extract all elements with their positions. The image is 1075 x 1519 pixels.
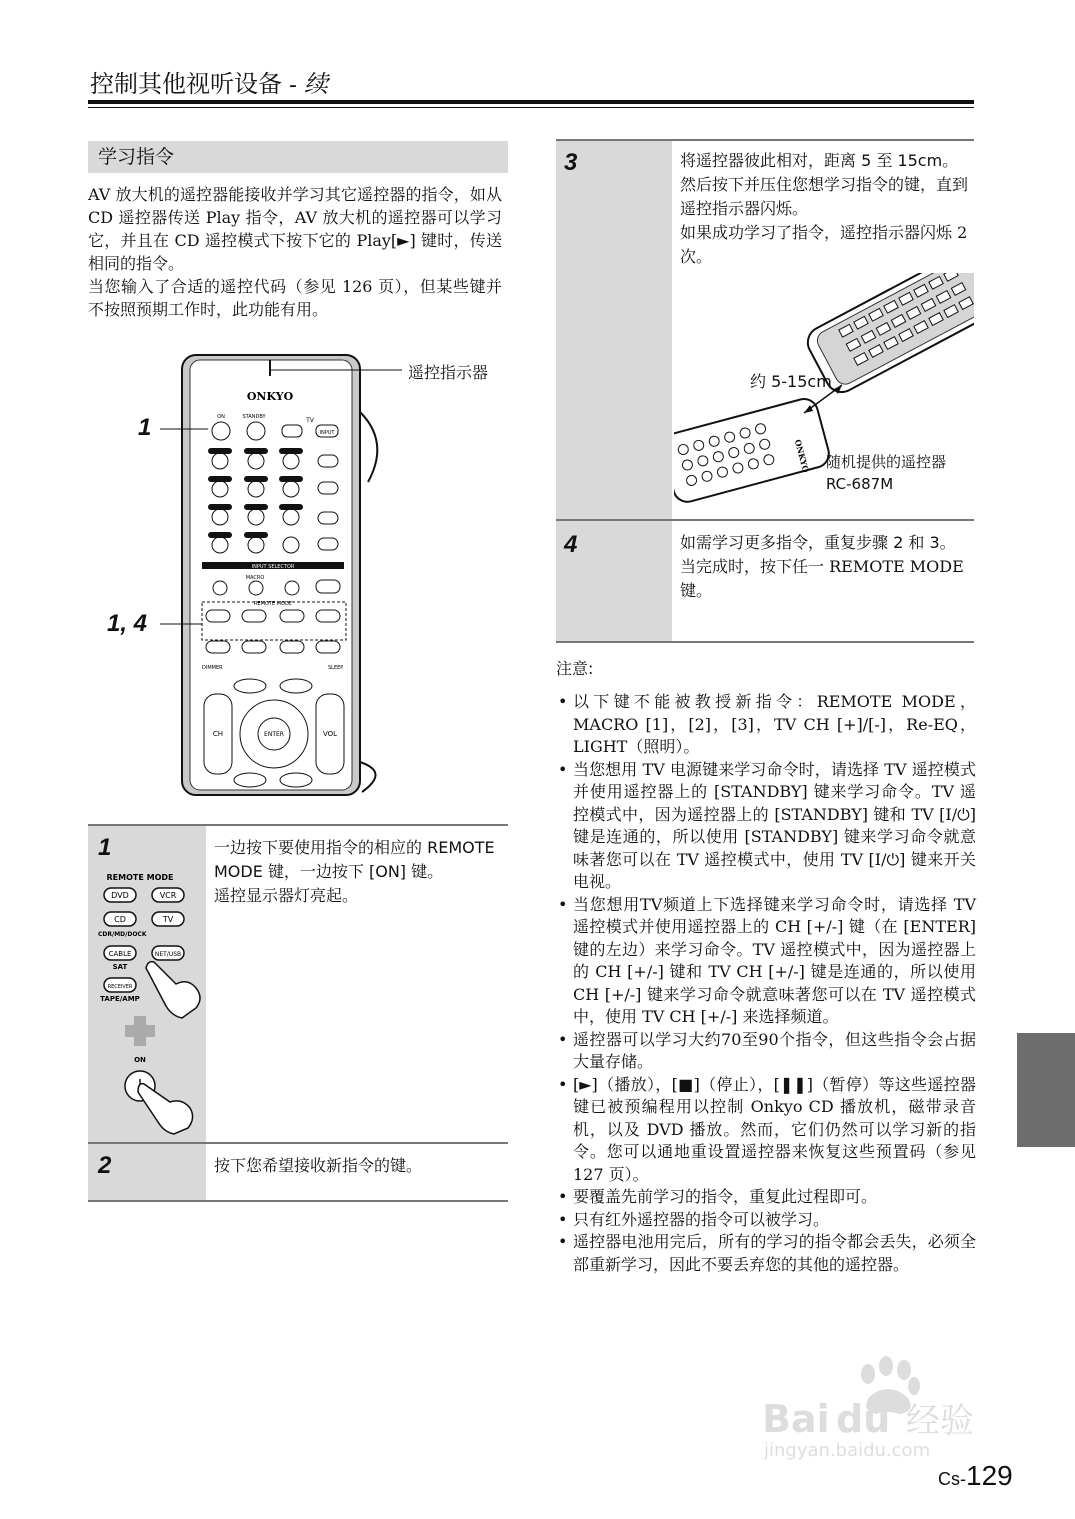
step-1-row [88, 824, 508, 1144]
step-3-text [680, 149, 968, 269]
title-text: 控制其他视听设备 [90, 70, 282, 98]
label-enter: ENTER [264, 731, 284, 738]
label-vol: VOL [322, 730, 338, 738]
s1-on: ON [134, 1056, 146, 1064]
label-macro: MACRO [245, 575, 265, 581]
step-3-number: 3 [564, 149, 578, 176]
s1-sat: SAT [112, 963, 128, 971]
header-rule-thin [88, 107, 974, 108]
step-1-result: 遥控显示器灯亮起。 [214, 886, 359, 905]
watermark [760, 1352, 1010, 1466]
label-on: ON [217, 414, 225, 420]
note-item: • 当您想用TV频道上下选择键来学习命令时，请选择 TV 遥控模式并使用遥控器上的 CH [+/-] 键（在 [ENTER] 键的左边）来学习命令。TV 遥控模式中，因为遥控器上的 CH [+/-] 键和 TV CH [+/-] 键是连通的，所以使用 CH [+/-] 键来学习命令就意味著您可以在 TV 遥控模式中，使用 TV CH [+/-] 来选择频道。 [556, 894, 976, 1029]
notes-section [556, 656, 976, 1276]
label-input-selector: INPUT SELECTOR [251, 564, 295, 570]
intro-paragraph-1: AV 放大机的遥控器能接收并学习其它遥控器的指令，如从 CD 遥控器传送 Play 指令，AV 放大机的遥控器可以学习它，并且在 CD 遥控模式下按下它的 Play[►] 键时，传送相同的指令。 [88, 185, 502, 273]
note-item: • [►]（播放），[■]（停止），[❚❚]（暂停）等这些遥控器键已被预编程用以控制 Onkyo CD 播放机，磁带录音机，以及 DVD 播放。然而，它们仍然可以学习新的指令。您可以通地重设置遥控器来恢复这些预置码（参见 127 页）。 [556, 1074, 976, 1187]
notes-title: 注意: [556, 659, 594, 678]
watermark-url: jingyan.baidu.com [764, 1440, 931, 1461]
step-1-number: 1 [98, 834, 112, 861]
supplied-remote-label [826, 451, 946, 495]
s1-receiver: RECEIVER [107, 984, 133, 990]
callout-1: 1 [138, 414, 152, 441]
page-title [90, 64, 328, 99]
label-input: INPUT [319, 430, 335, 436]
label-ch: CH [212, 730, 224, 738]
note-item: • 遥控器电池用完后，所有的学习的指令都会丢失，必须全部重新学习，因此不要丢弃您的其他的遥控器。 [556, 1231, 976, 1276]
callout-1-4: 1, 4 [107, 610, 148, 637]
step-2-number: 2 [98, 1152, 112, 1179]
svg-text:ONKYO: ONKYO [792, 438, 812, 474]
step-4-instruction: 如需学习更多指令，重复步骤 2 和 3。 [680, 533, 956, 552]
s1-net: NET/USB [154, 951, 182, 958]
s1-tv: TV [162, 915, 174, 924]
title-separator: - [282, 73, 304, 98]
label-tv: TV [306, 417, 314, 424]
title-continued: 续 [303, 70, 328, 98]
step-2-instruction: 按下您希望接收新指令的键。 [214, 1156, 423, 1175]
watermark-bai: Bai [762, 1397, 830, 1441]
step-3-instruction: 将遥控器彼此相对，距离 5 至 15cm。 然后按下并压住您想学习指令的键，直到遥控指示器闪烁。 [680, 151, 969, 218]
step-4-text [680, 531, 968, 603]
step-1-instruction: 一边按下要使用指令的相应的 REMOTE MODE 键，一边按下 [ON] 键。 [214, 838, 495, 881]
s1-cd: CD [114, 915, 126, 924]
page-prefix: Cs- [938, 1469, 966, 1489]
step-4-number: 4 [564, 531, 578, 558]
label-standby: STANDBY [242, 414, 266, 420]
indicator-label: 遥控指示器 [408, 363, 489, 382]
distance-label: 约 5-15cm [750, 372, 832, 391]
step-4-row [556, 519, 974, 643]
label-remote-mode: REMOTE MODE [254, 601, 292, 607]
note-item: • 只有红外遥控器的指令可以被学习。 [556, 1209, 976, 1232]
s1-tapeamp: TAPE/AMP [100, 995, 140, 1003]
header-rule [88, 100, 974, 104]
s1-vcr: VCR [159, 891, 177, 900]
intro-paragraph-2: 当您输入了合适的遥控代码（参见 126 页），但某些键并不按照预期工作时，此功能有用。 [88, 277, 502, 319]
step-4-result: 当完成时，按下任一 REMOTE MODE 键。 [680, 557, 964, 600]
note-item: • 要覆盖先前学习的指令，重复此过程即可。 [556, 1186, 976, 1209]
remote-figure [90, 352, 510, 802]
step-2-text [214, 1154, 500, 1178]
step-1-text [214, 836, 500, 908]
step-3-row [556, 139, 974, 521]
notes-list [556, 691, 976, 1276]
s1-cable: CABLE [108, 950, 132, 958]
watermark-logo [760, 1352, 1010, 1462]
page-number [938, 1460, 1013, 1492]
supplied-remote-line1: 随机提供的遥控器 [826, 453, 947, 471]
note-item: • 以下键不能被教授新指令：REMOTE MODE，MACRO [1]，[2]，[3]，TV CH [+]/[-]，Re-EQ，LIGHT（照明）。 [556, 691, 976, 759]
watermark-jingyan: 经验 [906, 1401, 974, 1441]
s1-dvd: DVD [111, 891, 129, 900]
remote-illustration [90, 352, 510, 802]
s1-cdr: CDR/MD/DOCK [98, 931, 147, 938]
watermark-du: du [836, 1397, 891, 1441]
label-sleep: SLEEP [328, 665, 344, 671]
step-1-illustration [96, 866, 208, 1138]
supplied-remote-line2: RC-687M [826, 475, 894, 493]
step-3-result: 如果成功学习了指令，遥控指示器闪烁 2 次。 [680, 223, 968, 266]
section-heading: 学习指令 [88, 141, 508, 173]
note-item: • 当您想用 TV 电源键来学习命令时，请选择 TV 遥控模式并使用遥控器上的 [STANDBY] 键来学习命令。TV 遥控模式中，因为遥控器上的 [STANDBY] 键和 TV [I/⏻] 键是连通的，所以使用 [STANDBY] 键来学习命令就意味著您可以在 TV 遥控模式中，使用 TV [I/⏻] 键来开关电视。 [556, 759, 976, 894]
label-dimmer: DIMMER [202, 665, 223, 671]
note-item: • 遥控器可以学习大约70至90个指令，但这些指令会占据大量存储。 [556, 1029, 976, 1074]
page-number-value: 129 [966, 1460, 1013, 1491]
intro-text [88, 183, 502, 321]
step-3-number-cell [556, 141, 672, 521]
s1-remote-mode: REMOTE MODE [106, 873, 174, 882]
chapter-tab [1017, 1033, 1075, 1147]
step-2-row [88, 1142, 508, 1202]
remote-brand: ONKYO [246, 390, 294, 403]
